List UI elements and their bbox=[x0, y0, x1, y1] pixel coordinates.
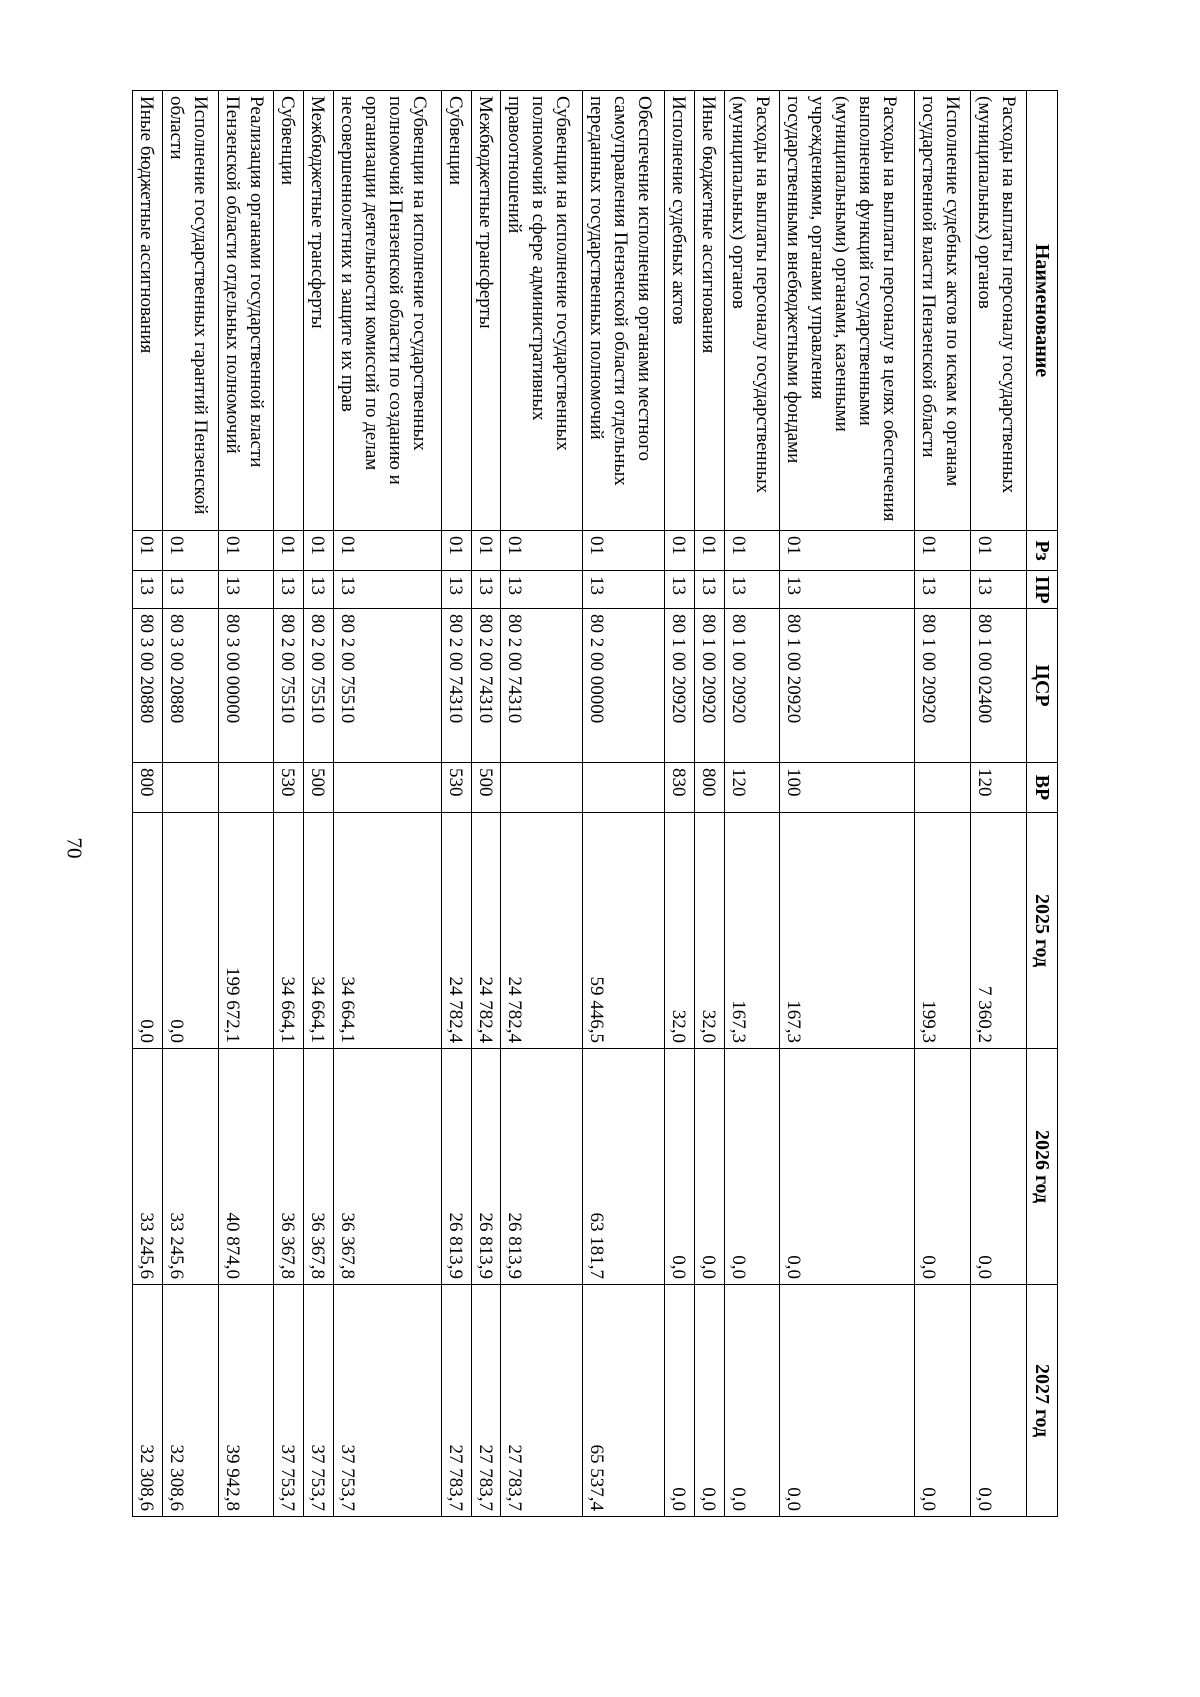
table-row bbox=[915, 91, 971, 1517]
page-number: 70 bbox=[62, 837, 87, 859]
cell-2027: 27 783,7 bbox=[471, 1285, 501, 1517]
cell-2027: 27 783,7 bbox=[501, 1285, 583, 1517]
cell-2027: 0,0 bbox=[915, 1285, 971, 1517]
cell-2027: 39 942,8 bbox=[218, 1285, 274, 1517]
cell-pr: 13 bbox=[218, 571, 274, 609]
cell-pr: 13 bbox=[303, 571, 333, 609]
header-csr: ЦСР bbox=[1027, 609, 1058, 763]
cell-2027: 37 753,7 bbox=[333, 1285, 441, 1517]
table-header-row bbox=[1027, 91, 1058, 1517]
cell-rz: 01 bbox=[780, 531, 915, 571]
cell-2026: 36 367,8 bbox=[274, 1049, 304, 1285]
cell-name: Субвенции bbox=[274, 91, 304, 531]
cell-name: Иные бюджетные ассигнования bbox=[695, 91, 725, 531]
cell-name: Расходы на выплаты персоналу в целях обеспечения выполнения функций государственными (муниципальными) органами, казенными учреждениями, органами управления государственными внебюджетными фондами bbox=[780, 91, 915, 531]
cell-rz: 01 bbox=[303, 531, 333, 571]
cell-name: Субвенции на исполнение государственных полномочий в сфере административных правоотношений bbox=[501, 91, 583, 531]
cell-pr: 13 bbox=[724, 571, 780, 609]
cell-csr: 80 2 00 75510 bbox=[274, 609, 304, 763]
cell-vr: 500 bbox=[471, 763, 501, 813]
table-row bbox=[303, 91, 333, 1517]
cell-vr: 530 bbox=[442, 763, 472, 813]
budget-table bbox=[132, 90, 1058, 1517]
cell-rz: 01 bbox=[665, 531, 695, 571]
cell-2026: 63 181,7 bbox=[583, 1049, 665, 1285]
header-2025: 2025 год bbox=[1027, 813, 1058, 1049]
cell-name: Исполнение судебных актов по искам к органам государственной власти Пензенской области bbox=[915, 91, 971, 531]
cell-pr: 13 bbox=[471, 571, 501, 609]
cell-2025: 167,3 bbox=[724, 813, 780, 1049]
cell-pr: 13 bbox=[442, 571, 472, 609]
cell-csr: 80 2 00 74310 bbox=[471, 609, 501, 763]
cell-pr: 13 bbox=[501, 571, 583, 609]
header-vr: ВР bbox=[1027, 763, 1058, 813]
cell-csr: 80 3 00 20880 bbox=[162, 609, 218, 763]
table-row bbox=[724, 91, 780, 1517]
cell-csr: 80 3 00 20880 bbox=[133, 609, 163, 763]
cell-rz: 01 bbox=[442, 531, 472, 571]
cell-vr bbox=[162, 763, 218, 813]
cell-2027: 0,0 bbox=[665, 1285, 695, 1517]
cell-name: Субвенции bbox=[442, 91, 472, 531]
table-row bbox=[971, 91, 1027, 1517]
cell-2026: 0,0 bbox=[780, 1049, 915, 1285]
table-row bbox=[442, 91, 472, 1517]
table-row bbox=[274, 91, 304, 1517]
cell-pr: 13 bbox=[665, 571, 695, 609]
table-row bbox=[133, 91, 163, 1517]
header-2027: 2027 год bbox=[1027, 1285, 1058, 1517]
cell-2025: 34 664,1 bbox=[303, 813, 333, 1049]
cell-2025: 24 782,4 bbox=[501, 813, 583, 1049]
cell-csr: 80 1 00 20920 bbox=[665, 609, 695, 763]
header-name: Наименование bbox=[1027, 91, 1058, 531]
cell-rz: 01 bbox=[162, 531, 218, 571]
header-rz: Рз bbox=[1027, 531, 1058, 571]
cell-2025: 199,3 bbox=[915, 813, 971, 1049]
cell-pr: 13 bbox=[133, 571, 163, 609]
cell-2027: 32 308,6 bbox=[133, 1285, 163, 1517]
cell-2025: 0,0 bbox=[162, 813, 218, 1049]
cell-2025: 24 782,4 bbox=[442, 813, 472, 1049]
cell-rz: 01 bbox=[915, 531, 971, 571]
cell-vr: 500 bbox=[303, 763, 333, 813]
cell-vr bbox=[333, 763, 441, 813]
cell-rz: 01 bbox=[695, 531, 725, 571]
cell-rz: 01 bbox=[724, 531, 780, 571]
cell-2025: 59 446,5 bbox=[583, 813, 665, 1049]
cell-2026: 0,0 bbox=[915, 1049, 971, 1285]
cell-2027: 0,0 bbox=[971, 1285, 1027, 1517]
cell-rz: 01 bbox=[218, 531, 274, 571]
cell-name: Расходы на выплаты персоналу государственных (муниципальных) органов bbox=[724, 91, 780, 531]
cell-name: Субвенции на исполнение государственных полномочий Пензенской области по созданию и организации деятельности комиссий по делам несовершеннолетних и защите их прав bbox=[333, 91, 441, 531]
cell-csr: 80 1 00 20920 bbox=[915, 609, 971, 763]
cell-csr: 80 2 00 74310 bbox=[442, 609, 472, 763]
cell-csr: 80 3 00 00000 bbox=[218, 609, 274, 763]
cell-2026: 33 245,6 bbox=[133, 1049, 163, 1285]
cell-pr: 13 bbox=[583, 571, 665, 609]
cell-csr: 80 2 00 75510 bbox=[333, 609, 441, 763]
cell-2026: 36 367,8 bbox=[333, 1049, 441, 1285]
cell-vr bbox=[915, 763, 971, 813]
table-body bbox=[133, 91, 1027, 1517]
cell-name: Межбюджетные трансферты bbox=[303, 91, 333, 531]
cell-2025: 0,0 bbox=[133, 813, 163, 1049]
budget-table-container bbox=[132, 90, 1058, 1516]
cell-2027: 27 783,7 bbox=[442, 1285, 472, 1517]
cell-vr: 800 bbox=[695, 763, 725, 813]
table-row bbox=[695, 91, 725, 1517]
table-row bbox=[333, 91, 441, 1517]
cell-2026: 0,0 bbox=[665, 1049, 695, 1285]
cell-csr: 80 2 00 75510 bbox=[303, 609, 333, 763]
cell-2027: 65 537,4 bbox=[583, 1285, 665, 1517]
cell-2026: 0,0 bbox=[695, 1049, 725, 1285]
table-row bbox=[501, 91, 583, 1517]
cell-2026: 26 813,9 bbox=[501, 1049, 583, 1285]
cell-csr: 80 1 00 20920 bbox=[724, 609, 780, 763]
cell-name: Реализация органами государственной власти Пензенской области отдельных полномочий bbox=[218, 91, 274, 531]
cell-rz: 01 bbox=[501, 531, 583, 571]
cell-vr: 120 bbox=[724, 763, 780, 813]
cell-2027: 37 753,7 bbox=[303, 1285, 333, 1517]
cell-rz: 01 bbox=[583, 531, 665, 571]
cell-2025: 199 672,1 bbox=[218, 813, 274, 1049]
cell-2025: 32,0 bbox=[665, 813, 695, 1049]
cell-csr: 80 2 00 74310 bbox=[501, 609, 583, 763]
cell-name: Исполнение судебных актов bbox=[665, 91, 695, 531]
table-row bbox=[218, 91, 274, 1517]
table-row bbox=[780, 91, 915, 1517]
table-row bbox=[162, 91, 218, 1517]
cell-pr: 13 bbox=[780, 571, 915, 609]
table-row bbox=[665, 91, 695, 1517]
cell-2027: 37 753,7 bbox=[274, 1285, 304, 1517]
cell-rz: 01 bbox=[133, 531, 163, 571]
cell-2026: 26 813,9 bbox=[442, 1049, 472, 1285]
cell-vr: 800 bbox=[133, 763, 163, 813]
cell-rz: 01 bbox=[274, 531, 304, 571]
header-2026: 2026 год bbox=[1027, 1049, 1058, 1285]
cell-vr bbox=[583, 763, 665, 813]
cell-vr bbox=[501, 763, 583, 813]
cell-name: Исполнение государственных гарантий Пензенской области bbox=[162, 91, 218, 531]
cell-rz: 01 bbox=[333, 531, 441, 571]
cell-2027: 32 308,6 bbox=[162, 1285, 218, 1517]
cell-vr: 530 bbox=[274, 763, 304, 813]
cell-vr bbox=[218, 763, 274, 813]
cell-rz: 01 bbox=[471, 531, 501, 571]
cell-2025: 32,0 bbox=[695, 813, 725, 1049]
cell-name: Обеспечение исполнения органами местного самоуправления Пензенской области отдельных переданных государственных полномочий bbox=[583, 91, 665, 531]
cell-name: Расходы на выплаты персоналу государственных (муниципальных) органов bbox=[971, 91, 1027, 531]
cell-2026: 26 813,9 bbox=[471, 1049, 501, 1285]
cell-vr: 100 bbox=[780, 763, 915, 813]
cell-vr: 120 bbox=[971, 763, 1027, 813]
cell-2025: 34 664,1 bbox=[333, 813, 441, 1049]
cell-2026: 33 245,6 bbox=[162, 1049, 218, 1285]
cell-pr: 13 bbox=[915, 571, 971, 609]
cell-2026: 36 367,8 bbox=[303, 1049, 333, 1285]
cell-2026: 40 874,0 bbox=[218, 1049, 274, 1285]
cell-pr: 13 bbox=[333, 571, 441, 609]
cell-csr: 80 1 00 02400 bbox=[971, 609, 1027, 763]
cell-name: Иные бюджетные ассигнования bbox=[133, 91, 163, 531]
cell-pr: 13 bbox=[971, 571, 1027, 609]
cell-rz: 01 bbox=[971, 531, 1027, 571]
cell-2027: 0,0 bbox=[724, 1285, 780, 1517]
cell-2026: 0,0 bbox=[724, 1049, 780, 1285]
cell-2026: 0,0 bbox=[971, 1049, 1027, 1285]
cell-2025: 24 782,4 bbox=[471, 813, 501, 1049]
cell-pr: 13 bbox=[162, 571, 218, 609]
cell-csr: 80 1 00 20920 bbox=[695, 609, 725, 763]
table-row bbox=[583, 91, 665, 1517]
header-pr: ПР bbox=[1027, 571, 1058, 609]
cell-vr: 830 bbox=[665, 763, 695, 813]
cell-csr: 80 1 00 20920 bbox=[780, 609, 915, 763]
cell-pr: 13 bbox=[695, 571, 725, 609]
cell-csr: 80 2 00 00000 bbox=[583, 609, 665, 763]
cell-2027: 0,0 bbox=[780, 1285, 915, 1517]
cell-2025: 7 360,2 bbox=[971, 813, 1027, 1049]
table-row bbox=[471, 91, 501, 1517]
cell-name: Межбюджетные трансферты bbox=[471, 91, 501, 531]
cell-2025: 34 664,1 bbox=[274, 813, 304, 1049]
cell-2025: 167,3 bbox=[780, 813, 915, 1049]
cell-2027: 0,0 bbox=[695, 1285, 725, 1517]
cell-pr: 13 bbox=[274, 571, 304, 609]
